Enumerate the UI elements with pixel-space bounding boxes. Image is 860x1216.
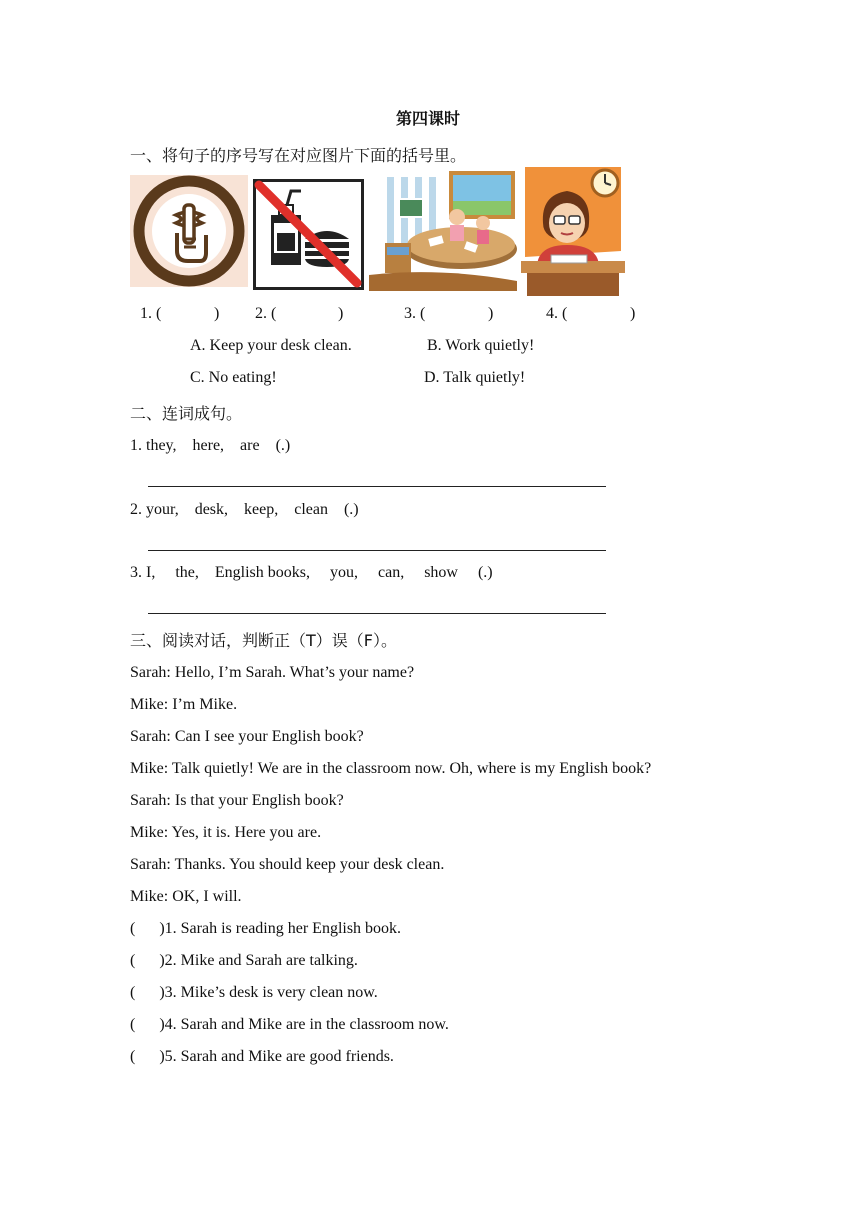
option-c: C. No eating! (190, 369, 277, 386)
dialogue-line: Sarah: Is that your English book? (130, 792, 344, 809)
true-false-statement[interactable]: ( )1. Sarah is reading her English book. (130, 920, 402, 937)
true-false-statement[interactable]: ( )5. Sarah and Mike are good friends. (130, 1048, 394, 1065)
blank-2-close: ) (338, 305, 344, 322)
dialogue-line: Mike: Yes, it is. Here you are. (130, 824, 322, 841)
blank-2-open: 2. ( (255, 305, 277, 322)
answer-line[interactable] (148, 613, 606, 614)
option-d: D. Talk quietly! (424, 369, 526, 386)
dialogue-line: Sarah: Thanks. You should keep your desk clean. (130, 856, 445, 873)
dialogue-line: Mike: I’m Mike. (130, 696, 238, 713)
dialogue-line: Sarah: Can I see your English book? (130, 728, 364, 745)
blank-1-open: 1. ( (140, 305, 162, 322)
blank-3-close: ) (488, 305, 494, 322)
true-false-statement[interactable]: ( )3. Mike’s desk is very clean now. (130, 984, 378, 1001)
word-order-item: 1. they, here, are (.) (130, 437, 291, 454)
option-b: B. Work quietly! (427, 337, 535, 354)
answer-line[interactable] (148, 550, 606, 551)
section1-heading: 一、将句子的序号写在对应图片下面的括号里。 (130, 146, 467, 165)
blank-4-close: ) (630, 305, 636, 322)
true-false-statement[interactable]: ( )2. Mike and Sarah are talking. (130, 952, 358, 969)
section3-heading: 三、阅读对话，判断正（T）误（F）。 (130, 631, 397, 650)
girl-working-at-desk-illustration (521, 161, 628, 296)
word-order-item: 2. your, desk, keep, clean (.) (130, 501, 359, 518)
dialogue-line: Mike: Talk quietly! We are in the classroom now. Oh, where is my English book? (130, 760, 652, 777)
no-eating-drinking-icon (253, 179, 364, 290)
dialogue-line: Mike: OK, I will. (130, 888, 242, 905)
word-order-item: 3. I, the, English books, you, can, show (.) (130, 564, 493, 581)
true-false-statement[interactable]: ( )4. Sarah and Mike are in the classroom now. (130, 1016, 449, 1033)
blank-3-open: 3. ( (404, 305, 426, 322)
page-title: 第四课时 (396, 111, 461, 128)
blank-1-close: ) (214, 305, 220, 322)
blank-4-open: 4. ( (546, 305, 568, 322)
dialogue-line: Sarah: Hello, I’m Sarah. What’s your name? (130, 664, 415, 681)
children-at-messy-desk-illustration (369, 171, 517, 291)
option-a: A. Keep your desk clean. (190, 337, 352, 354)
section2-heading: 二、连词成句。 (130, 404, 243, 423)
quiet-finger-on-lips-icon (130, 175, 248, 287)
answer-line[interactable] (148, 486, 606, 487)
